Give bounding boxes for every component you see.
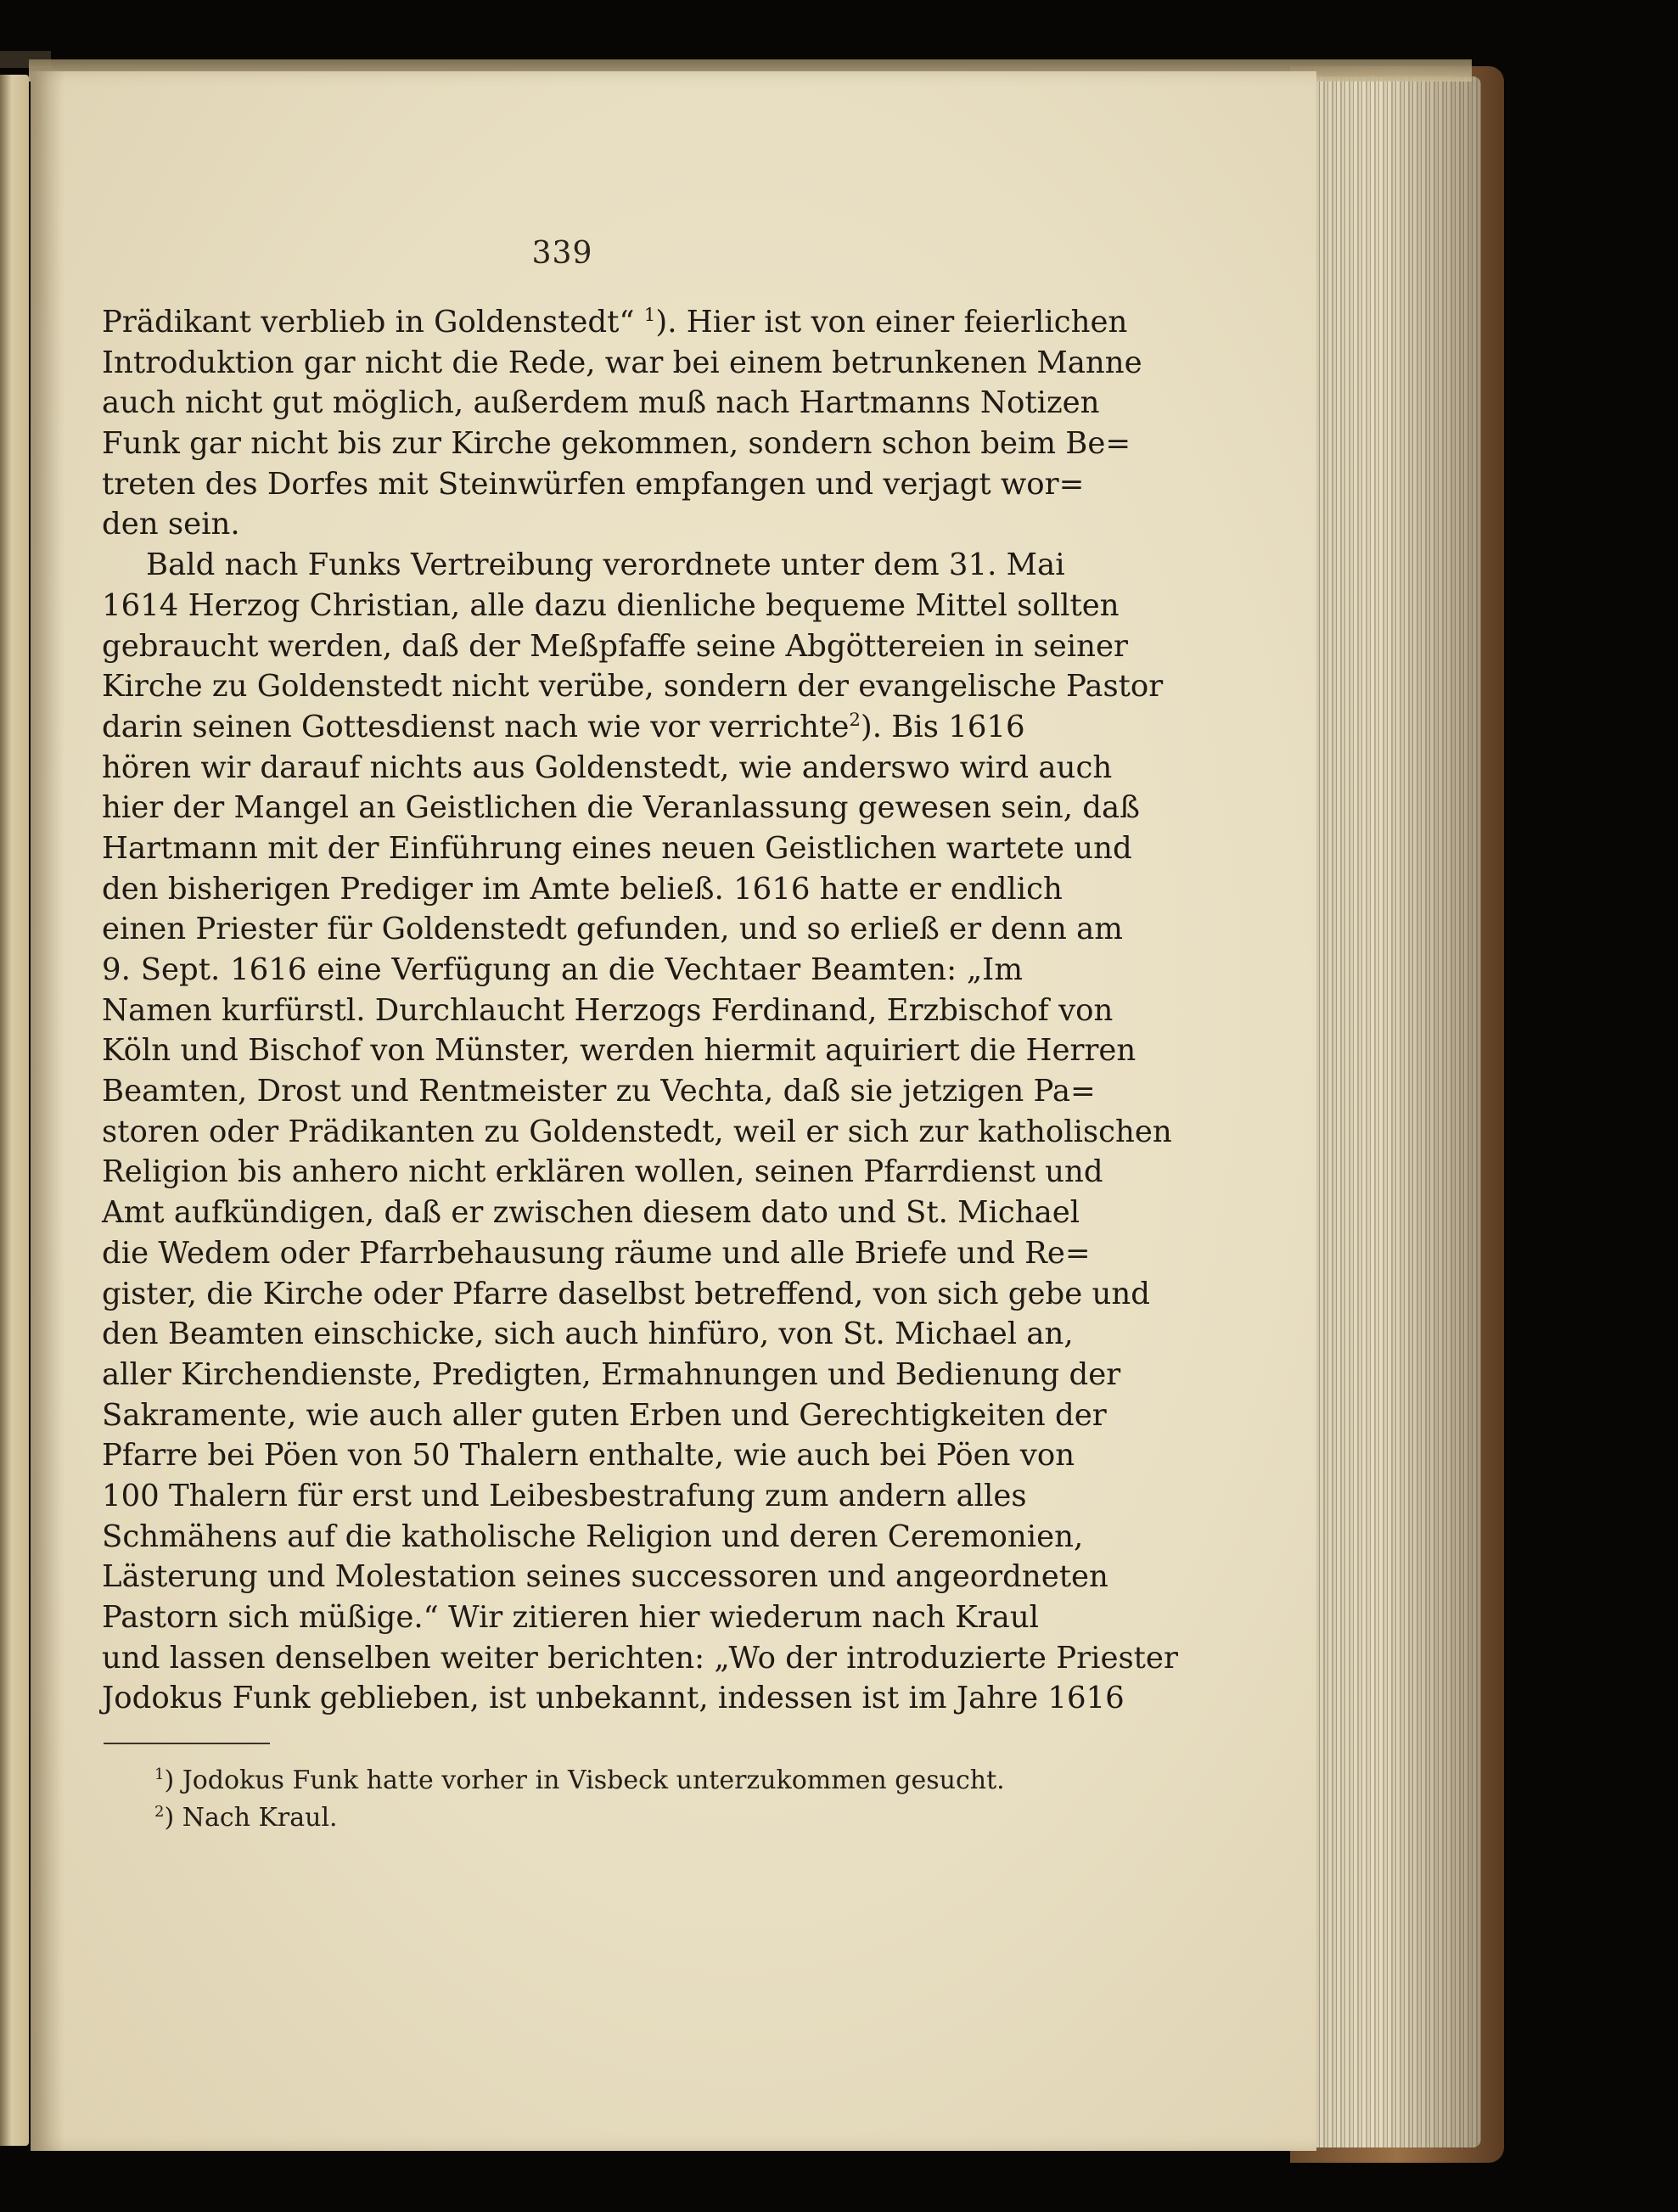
footnotes [104, 1762, 1024, 1837]
text-line: treten des Dorfes mit Steinwürfen empfangen und verjagt wor= [102, 466, 1085, 502]
page-edges-shading [1311, 76, 1481, 2147]
text-line-part: ). Hier ist von einer feierlichen [655, 305, 1128, 340]
text-line: den Beamten einschicke, sich auch hinfüro, von St. Michael an, [102, 1317, 1074, 1352]
text-line: Jodokus Funk geblieben, ist unbekannt, indessen ist im Jahre 1616 [102, 1681, 1125, 1716]
text-line: storen oder Prädikanten zu Goldenstedt, weil er sich zur katholischen [102, 1114, 1172, 1149]
footnote-item [104, 1799, 1024, 1837]
page-gutter-shadow [31, 71, 65, 2151]
text-line: Beamten, Drost und Rentmeister zu Vechta, daß sie jetzigen Pa= [102, 1074, 1096, 1109]
text-line: Lästerung und Molestation seines successoren und angeordneten [102, 1559, 1108, 1595]
footnote-text: ) Jodokus Funk hatte vorher in Visbeck unterzukommen gesucht. [164, 1766, 1005, 1795]
footnote-text: ) Nach Kraul. [164, 1803, 338, 1833]
text-line: Köln und Bischof von Münster, werden hiermit aquiriert die Herren [102, 1033, 1136, 1069]
text-line: den bisherigen Prediger im Amte beließ. 1616 hatte er endlich [102, 871, 1063, 907]
text-line: Religion bis anhero nicht erklären wollen, seinen Pfarrdienst und [102, 1154, 1103, 1190]
text-line [102, 302, 1128, 343]
text-line: Bald nach Funks Vertreibung verordnete unter dem 31. Mai [146, 547, 1065, 583]
text-line: hier der Mangel an Geistlichen die Veranlassung gewesen sein, daß [102, 790, 1140, 826]
text-line-part: Prädikant verblieb in Goldenstedt“ [102, 305, 644, 340]
text-line: einen Priester für Goldenstedt gefunden, und so erließ er denn am [102, 912, 1123, 947]
body-text [102, 302, 1178, 1719]
text-line: Sakramente, wie auch aller guten Erben und Gerechtigkeiten der [102, 1397, 1107, 1433]
text-line: Namen kurfürstl. Durchlaucht Herzogs Ferdinand, Erzbischof von [102, 992, 1114, 1028]
text-line [102, 707, 1023, 748]
text-line: Kirche zu Goldenstedt nicht verübe, sondern der evangelische Pastor [102, 669, 1164, 705]
footnote-ref: 1 [643, 305, 656, 327]
text-line-part: ). Bis 1616 [860, 709, 1025, 744]
left-facing-page [0, 75, 29, 2146]
page-number: 339 [531, 236, 593, 271]
text-line: Pastorn sich müßige.“ Wir zitieren hier wiederum nach Kraul [102, 1600, 1040, 1635]
text-line: Schmähens auf die katholische Religion und deren Ceremonien, [102, 1519, 1084, 1554]
text-line: die Wedem oder Pfarrbehausung räume und alle Briefe und Re= [102, 1235, 1091, 1271]
text-line: 100 Thalern für erst und Leibesbestrafung zum andern alles [102, 1478, 1027, 1513]
text-line-part: darin seinen Gottesdienst nach wie vor verrichte [102, 709, 850, 744]
footnote-ref: 2 [849, 710, 861, 732]
text-line: hören wir darauf nichts aus Goldenstedt, wie anderswo wird auch [102, 749, 1113, 785]
footnote-mark: 1 [154, 1766, 165, 1783]
text-line: aller Kirchendienste, Predigten, Ermahnungen und Bedienung der [102, 1356, 1121, 1392]
footnote-mark: 2 [154, 1803, 165, 1821]
text-line: Amt aufkündigen, daß er zwischen diesem dato und St. Michael [102, 1195, 1080, 1231]
footnote-item [104, 1762, 1024, 1799]
text-line: Introduktion gar nicht die Rede, war bei einem betrunkenen Manne [102, 345, 1142, 380]
footnote-divider [104, 1743, 270, 1744]
text-line: und lassen denselben weiter berichten: „Wo der introduzierte Priester [102, 1640, 1178, 1676]
text-line: 9. Sept. 1616 eine Verfügung an die Vechtaer Beamten: „Im [102, 952, 1023, 987]
text-line: auch nicht gut möglich, außerdem muß nach Hartmanns Notizen [102, 385, 1100, 421]
text-line: Hartmann mit der Einführung eines neuen Geistlichen wartete und [102, 830, 1132, 866]
text-line: Pfarre bei Pöen von 50 Thalern enthalte, wie auch bei Pöen von [102, 1438, 1075, 1474]
text-line: gebraucht werden, daß der Meßpfaffe seine Abgöttereien in seiner [102, 628, 1128, 664]
text-line: den sein. [102, 507, 240, 542]
text-line: Funk gar nicht bis zur Kirche gekommen, sondern schon beim Be= [102, 426, 1131, 462]
text-line: 1614 Herzog Christian, alle dazu dienliche bequeme Mittel sollten [102, 587, 1120, 623]
text-line: gister, die Kirche oder Pfarre daselbst betreffend, von sich gebe und [102, 1276, 1150, 1311]
